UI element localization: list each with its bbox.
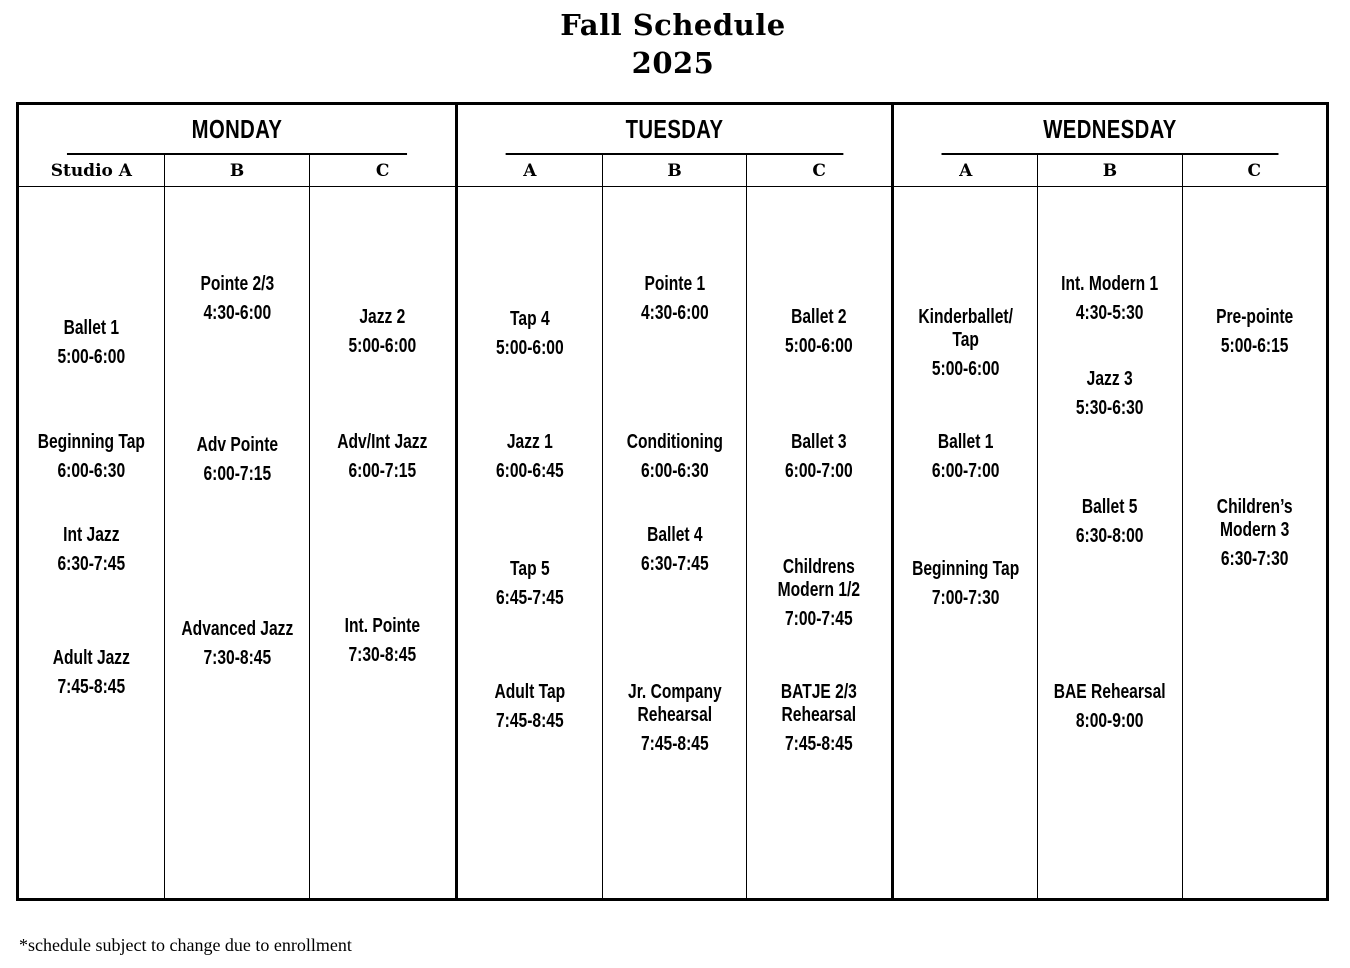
class-entry (19, 317, 164, 369)
class-name: Jazz 3 (1087, 368, 1133, 390)
day-header: TUESDAY (506, 105, 844, 155)
day-header: MONDAY (67, 105, 407, 155)
studio-header: B (603, 155, 747, 187)
class-time: 6:30-7:45 (640, 553, 709, 575)
class-name: Pre-pointe (1215, 306, 1293, 328)
class-time: 7:45-8:45 (57, 676, 126, 698)
class-time: 5:00-6:00 (931, 358, 1000, 380)
class-time: 7:30-8:45 (348, 644, 417, 666)
class-entry (458, 431, 602, 483)
class-time: 7:00-7:45 (785, 608, 853, 630)
class-time: 7:45-8:45 (785, 733, 853, 755)
class-time: 8:00-9:00 (1076, 710, 1144, 732)
class-name: BATJE 2/3 (781, 681, 858, 703)
title-line-1: Fall Schedule (560, 8, 786, 42)
class-name: Adv Pointe (196, 434, 278, 456)
class-time: 6:00-7:15 (203, 463, 271, 485)
class-time: 4:30-5:30 (1076, 302, 1144, 324)
schedule-table (16, 102, 1329, 901)
title-line-2: 2025 (631, 46, 715, 80)
class-entry (603, 681, 747, 756)
studio-header: C (747, 155, 891, 187)
class-time: 7:45-8:45 (496, 710, 564, 732)
class-time: 5:00-6:00 (57, 346, 126, 368)
class-entry (1038, 273, 1181, 325)
class-name: Beginning Tap (37, 431, 145, 453)
class-name: Int. Modern 1 (1061, 273, 1159, 295)
day-monday (19, 105, 455, 898)
class-name: Int Jazz (63, 524, 120, 546)
studio-column (1037, 155, 1181, 898)
studio-header: Studio A (19, 155, 164, 187)
class-entry (747, 556, 891, 631)
class-time: 7:30-8:45 (203, 647, 271, 669)
class-entry (19, 647, 164, 699)
studio-header: C (310, 155, 455, 187)
class-entry (165, 273, 310, 325)
class-name: Tap (952, 329, 979, 351)
class-entry (603, 273, 747, 325)
class-time: 5:00-6:00 (348, 335, 417, 357)
class-time: 6:45-7:45 (496, 587, 564, 609)
class-name: Ballet 1 (937, 431, 994, 453)
class-name: Modern 1/2 (778, 579, 861, 601)
class-entry (894, 431, 1037, 483)
class-name: Childrens (783, 556, 856, 578)
class-name: Adult Jazz (52, 647, 130, 669)
class-time: 6:30-8:00 (1076, 525, 1144, 547)
class-entry (1038, 496, 1181, 548)
class-time: 5:00-6:00 (785, 335, 853, 357)
class-entry (603, 431, 747, 483)
studio-column (19, 155, 164, 898)
schedule-title (0, 6, 1346, 82)
studio-header: B (1038, 155, 1181, 187)
class-time: 6:30-7:30 (1220, 548, 1289, 570)
class-name: Ballet 2 (791, 306, 847, 328)
class-name: Ballet 5 (1082, 496, 1138, 518)
class-entry (894, 558, 1037, 610)
class-entry (1038, 681, 1181, 733)
class-name: Tap 5 (510, 558, 550, 580)
class-entry (747, 681, 891, 756)
class-entry (19, 524, 164, 576)
day-wednesday (891, 105, 1326, 898)
studio-header: A (894, 155, 1037, 187)
class-name: Modern 3 (1219, 519, 1289, 541)
studio-header: B (165, 155, 310, 187)
class-time: 6:00-6:30 (640, 460, 709, 482)
studio-column (746, 155, 891, 898)
class-time: 5:30-6:30 (1076, 397, 1144, 419)
class-name: Beginning Tap (912, 558, 1020, 580)
class-entry (310, 615, 455, 667)
class-name: Rehearsal (637, 704, 712, 726)
class-time: 7:45-8:45 (640, 733, 709, 755)
class-name: Kinderballet/ (918, 306, 1013, 328)
class-time: 5:00-6:15 (1220, 335, 1289, 357)
class-time: 7:00-7:30 (931, 587, 1000, 609)
class-name: BAE Rehearsal (1054, 681, 1166, 703)
footnote: *schedule subject to change due to enrollment (19, 935, 352, 955)
class-name: Jazz 2 (359, 306, 406, 328)
class-entry (747, 431, 891, 483)
class-entry (458, 558, 602, 610)
studio-column (458, 155, 602, 898)
day-tuesday (455, 105, 891, 898)
class-name: Int. Pointe (344, 615, 421, 637)
studio-column (309, 155, 455, 898)
class-time: 6:00-7:00 (785, 460, 853, 482)
class-time: 6:00-6:45 (496, 460, 564, 482)
studio-header: A (458, 155, 602, 187)
class-time: 6:00-7:00 (931, 460, 1000, 482)
class-name: Jazz 1 (506, 431, 553, 453)
class-entry (458, 681, 602, 733)
day-header: WEDNESDAY (942, 105, 1279, 155)
class-entry (1183, 306, 1326, 358)
class-name: Rehearsal (781, 704, 857, 726)
class-time: 4:30-6:00 (203, 302, 271, 324)
class-name: Advanced Jazz (181, 618, 293, 640)
class-name: Tap 4 (510, 308, 550, 330)
class-name: Pointe 1 (644, 273, 705, 295)
class-entry (310, 431, 455, 483)
class-entry (19, 431, 164, 483)
class-name: Jr. Company (627, 681, 722, 703)
class-entry (1038, 368, 1181, 420)
class-time: 6:00-7:15 (348, 460, 417, 482)
class-entry (603, 524, 747, 576)
class-time: 5:00-6:00 (496, 337, 564, 359)
class-entry (310, 306, 455, 358)
class-name: Ballet 1 (63, 317, 120, 339)
class-name: Conditioning (626, 431, 723, 453)
class-entry (747, 306, 891, 358)
class-time: 6:30-7:45 (57, 553, 126, 575)
class-name: Children’s (1216, 496, 1293, 518)
class-name: Ballet 3 (791, 431, 847, 453)
class-name: Ballet 4 (646, 524, 703, 546)
class-entry (165, 618, 310, 670)
class-entry (894, 306, 1037, 381)
class-time: 4:30-6:00 (640, 302, 709, 324)
class-name: Adult Tap (494, 681, 566, 703)
studio-column (894, 155, 1037, 898)
class-name: Adv/Int Jazz (337, 431, 428, 453)
class-name: Pointe 2/3 (200, 273, 274, 295)
class-entry (1183, 496, 1326, 571)
studio-header: C (1183, 155, 1326, 187)
class-time: 6:00-6:30 (57, 460, 126, 482)
class-entry (165, 434, 310, 486)
studio-column (1182, 155, 1326, 898)
class-entry (458, 308, 602, 360)
studio-column (602, 155, 747, 898)
studio-column (164, 155, 310, 898)
